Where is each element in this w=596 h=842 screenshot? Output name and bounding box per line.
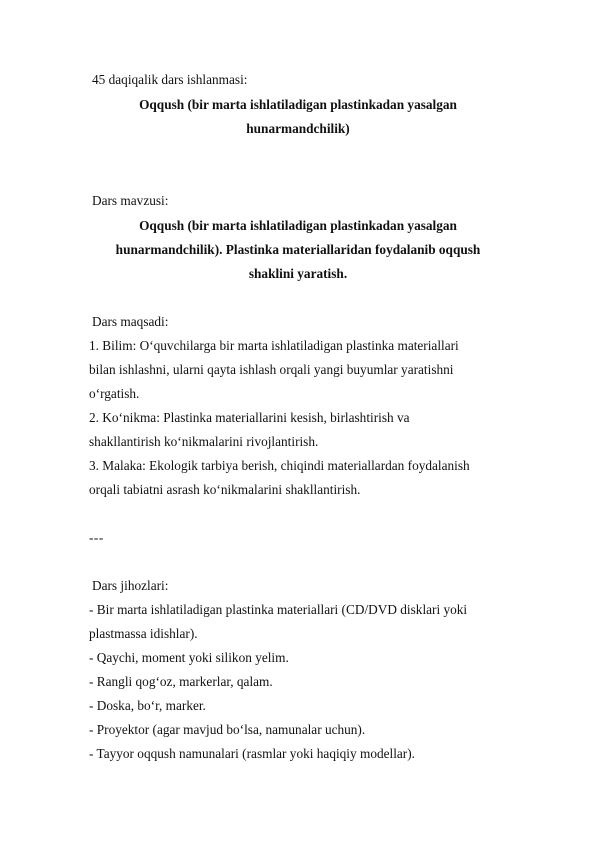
title-line-1: Oqqush (bir marta ishlatiladigan plastinkadan yasalgan <box>139 97 457 112</box>
section-separator: --- <box>89 530 104 545</box>
goals-line-4: 2. Ko‘nikma: Plastinka materiallarini kesish, birlashtirish va <box>89 410 410 425</box>
equipment-line-3: - Qaychi, moment yoki silikon yelim. <box>89 650 289 665</box>
goals-line-1: 1. Bilim: O‘quvchilarga bir marta ishlatiladigan plastinka materiallari <box>89 338 459 353</box>
topic-line-1: Oqqush (bir marta ishlatiladigan plastinkadan yasalgan <box>139 218 457 233</box>
goals-line-5: shakllantirish ko‘nikmalarini rivojlantirish. <box>89 434 319 449</box>
goals-line-6: 3. Malaka: Ekologik tarbiya berish, chiqindi materiallardan foydalanish <box>89 458 470 473</box>
goals-line-2: bilan ishlashni, ularni qayta ishlash orqali yangi buyumlar yaratishni <box>89 362 454 377</box>
equipment-line-7: - Tayyor oqqush namunalari (rasmlar yoki haqiqiy modellar). <box>89 746 415 761</box>
equipment-line-2: plastmassa idishlar). <box>89 626 198 641</box>
topic-label: Dars mavzusi: <box>92 193 169 208</box>
equipment-line-6: - Proyektor (agar mavjud bo‘lsa, namunalar uchun). <box>89 722 366 737</box>
goals-line-3: o‘rgatish. <box>89 386 140 401</box>
title-line-2: hunarmandchilik) <box>246 121 350 136</box>
equipment-line-4: - Rangli qog‘oz, markerlar, qalam. <box>89 674 273 689</box>
topic-line-3: shaklini yaratish. <box>248 266 348 281</box>
topic-line-2: hunarmandchilik). Plastinka materiallaridan foydalanib oqqush <box>115 242 481 257</box>
equipment-label: Dars jihozlari: <box>92 578 169 593</box>
equipment-line-1: - Bir marta ishlatiladigan plastinka materiallari (CD/DVD disklari yoki <box>89 602 468 617</box>
goals-label: Dars maqsadi: <box>92 314 169 329</box>
equipment-line-5: - Doska, bo‘r, marker. <box>89 698 206 713</box>
intro-label: 45 daqiqalik dars ishlanmasi: <box>92 72 248 87</box>
goals-line-7: orqali tabiatni asrash ko‘nikmalarini shakllantirish. <box>89 482 361 497</box>
